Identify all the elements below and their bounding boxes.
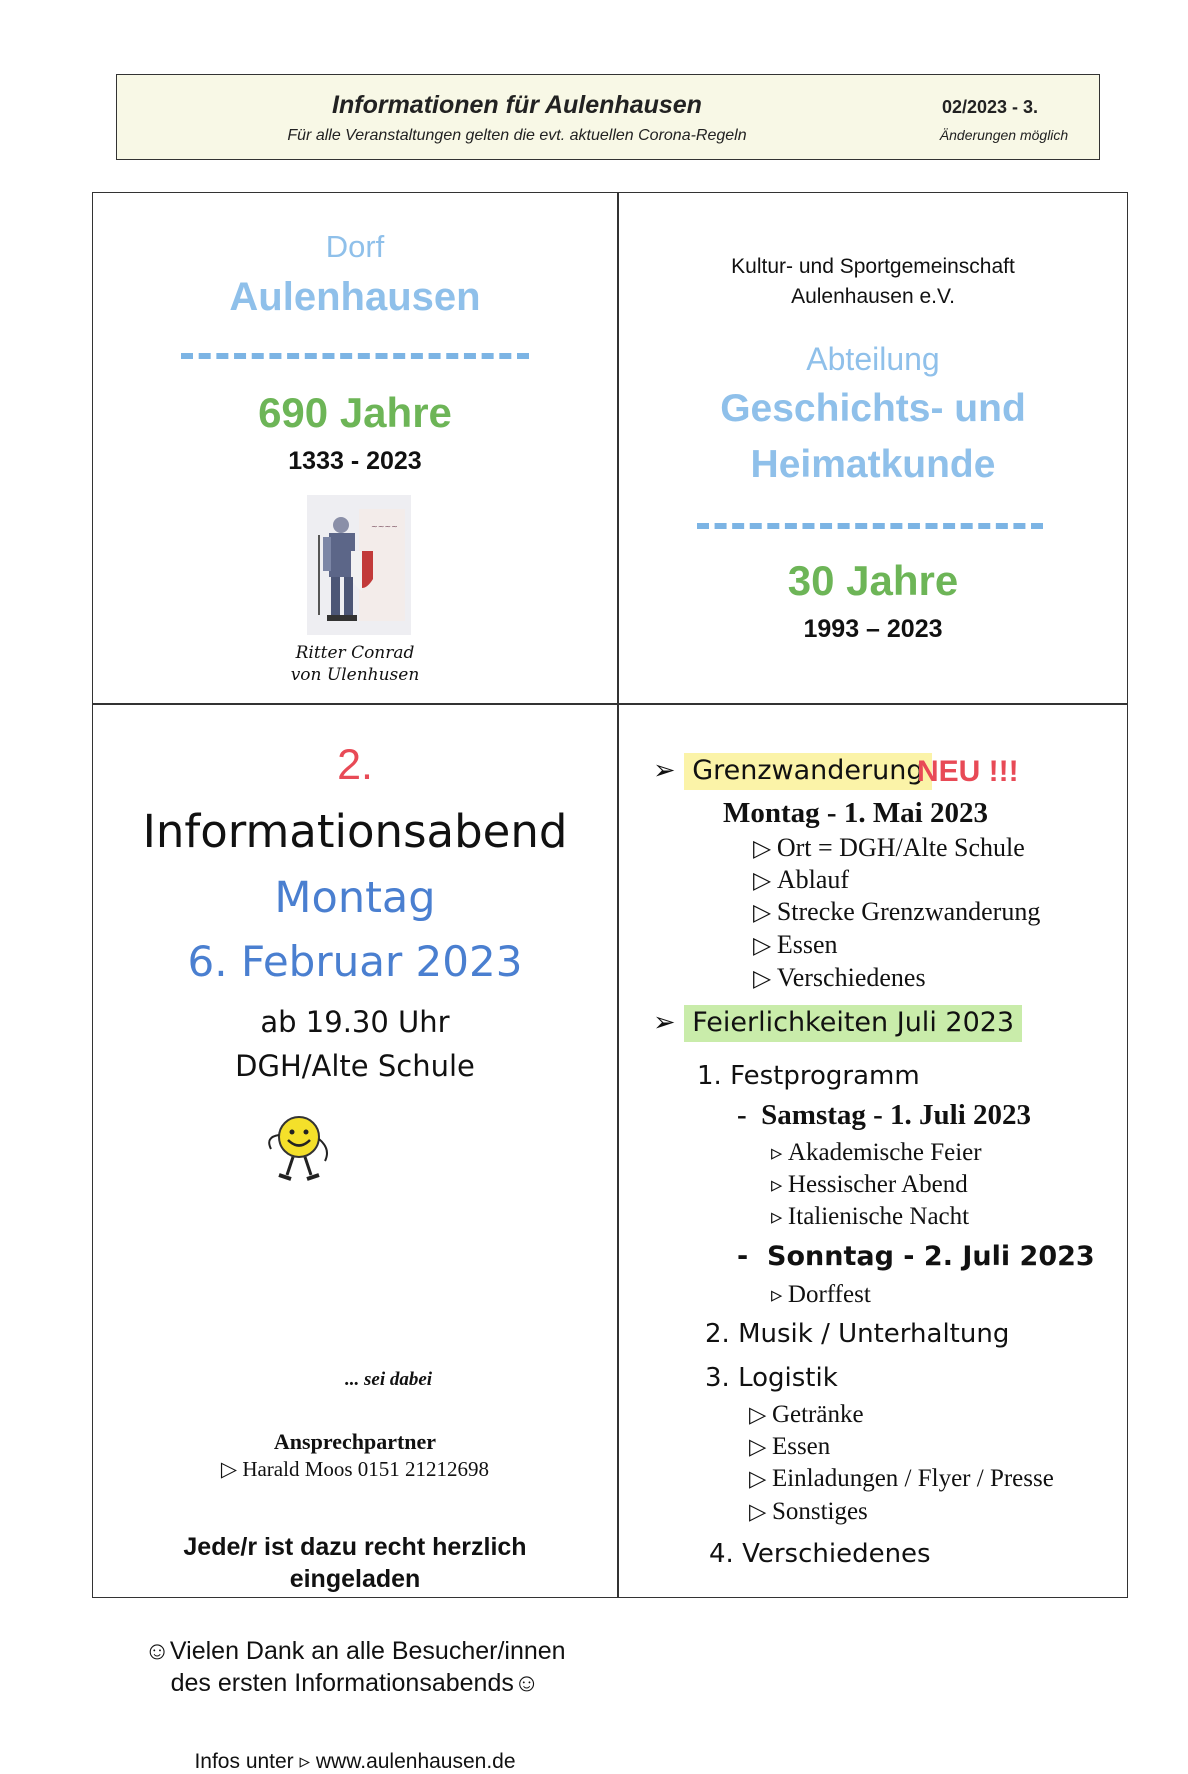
village-name: Aulenhausen: [229, 275, 481, 319]
festivities-label: Feierlichkeiten Juli 2023: [684, 1005, 1022, 1042]
village-year-range: 1333 - 2023: [288, 447, 422, 475]
department-name-line2: Heimatkunde: [750, 443, 996, 486]
hike-item: ▷ Verschiedenes: [753, 963, 926, 992]
hike-item: ▷ Ablauf: [753, 865, 850, 894]
agenda-point-4: 4. Verschiedenes: [709, 1539, 931, 1569]
contact-person: ▷ Harald Moos 0151 21212698: [220, 1457, 490, 1481]
logistics-item: ▷ Getränke: [749, 1401, 864, 1428]
department-name-line1: Geschichts- und: [720, 387, 1026, 430]
content-grid: [92, 192, 1128, 1773]
triangle-bullet-icon: ▷: [753, 933, 777, 959]
changes-note: Änderungen möglich: [939, 127, 1069, 143]
event-number: 2.: [337, 741, 373, 789]
website-info: Infos unter ▹ www.aulenhausen.de: [194, 1750, 516, 1773]
saturday-heading: - Samstag - 1. Juli 2023: [737, 1099, 1032, 1131]
village-years: 690 Jahre: [258, 389, 452, 436]
village-divider: [181, 353, 529, 359]
event-place: DGH/Alte Schule: [235, 1049, 475, 1083]
logistics-item: ▷ Essen: [749, 1433, 831, 1460]
agenda-point-3: 3. Logistik: [705, 1363, 838, 1393]
agenda-point-2: 2. Musik / Unterhaltung: [705, 1319, 1010, 1349]
saturday-item: ▹ Akademische Feier: [771, 1139, 982, 1166]
village-anniversary-panel: [93, 193, 617, 703]
sunday-item: ▹ Dorffest: [771, 1281, 871, 1308]
logistics-item: ▷ Einladungen / Flyer / Presse: [749, 1465, 1054, 1492]
triangle-bullet-icon: ▷: [753, 900, 777, 926]
event-date: 6. Februar 2023: [187, 937, 523, 986]
info-evening-panel: [93, 705, 617, 1773]
page-subtitle: Für alle Veranstaltungen gelten die evt. aktuellen Corona-Regeln: [287, 127, 747, 144]
event-time: ab 19.30 Uhr: [260, 1005, 450, 1039]
new-badge: NEU !!!: [917, 755, 1019, 788]
thanks-line1: ☺Vielen Dank an alle Besucher/innen: [144, 1637, 566, 1665]
triangle-bullet-icon: ▹: [771, 1204, 788, 1229]
smiley-icon: [259, 1109, 335, 1185]
triangle-bullet-icon: ▹: [771, 1140, 788, 1165]
club-divider: [697, 523, 1043, 529]
arrow-bullet-icon: ➢: [653, 755, 676, 786]
knight-caption-line2: von Ulenhusen: [290, 665, 420, 685]
triangle-bullet-icon: ▷: [753, 836, 777, 862]
club-year-range: 1993 – 2023: [803, 615, 943, 643]
club-years: 30 Jahre: [787, 557, 959, 604]
page-title: Informationen für Aulenhausen: [332, 91, 702, 119]
agenda-panel: [619, 705, 1127, 1597]
club-name-line1: Kultur- und Sportgemeinschaft: [731, 255, 1015, 278]
invitation-line1: Jede/r ist dazu recht herzlich: [183, 1533, 527, 1561]
knight-illustration: [307, 495, 411, 635]
festivities-topic: [653, 1007, 1022, 1038]
arrow-bullet-icon: ➢: [653, 1007, 676, 1038]
event-day: Montag: [274, 873, 436, 923]
triangle-bullet-icon: ▹: [771, 1282, 788, 1307]
triangle-bullet-icon: ▷: [749, 1499, 772, 1524]
hike-item: ▷ Ort = DGH/Alte Schule: [753, 833, 1025, 862]
hike-item: ▷ Strecke Grenzwanderung: [753, 897, 1041, 926]
triangle-bullet-icon: ▷: [749, 1402, 772, 1427]
triangle-bullet-icon: ▹: [771, 1172, 788, 1197]
triangle-bullet-icon: ▷: [753, 868, 777, 894]
saturday-item: ▹ Hessischer Abend: [771, 1171, 968, 1198]
club-name-line2: Aulenhausen e.V.: [791, 285, 955, 308]
thanks-line2: des ersten Informationsabends☺: [170, 1669, 540, 1697]
header-box: [116, 74, 1100, 160]
hike-date: Montag - 1. Mai 2023: [723, 797, 988, 829]
triangle-bullet-icon: ▷: [749, 1434, 772, 1459]
knight-caption-line1: Ritter Conrad: [295, 643, 415, 663]
village-label: Dorf: [325, 229, 385, 264]
event-title: Informationsabend: [142, 805, 568, 858]
event-slogan: ... sei dabei: [345, 1369, 433, 1390]
sunday-heading: - Sonntag - 2. Juli 2023: [737, 1241, 1095, 1272]
saturday-item: ▹ Italienische Nacht: [771, 1203, 970, 1230]
agenda-point-1: 1. Festprogramm: [697, 1061, 920, 1091]
svg-text:~~~~: ~~~~: [371, 522, 398, 531]
hike-label: Grenzwanderung: [684, 753, 931, 790]
invitation-line2: eingeladen: [289, 1565, 421, 1593]
department-label: Abteilung: [806, 341, 940, 377]
hike-topic: [653, 755, 932, 786]
triangle-bullet-icon: ▷: [749, 1466, 772, 1491]
triangle-bullet-icon: ▷: [753, 966, 777, 992]
logistics-item: ▷ Sonstiges: [749, 1498, 868, 1525]
hike-item: ▷ Essen: [753, 930, 838, 959]
contact-heading: Ansprechpartner: [273, 1429, 437, 1454]
issue-number: 02/2023 - 3.: [941, 97, 1039, 117]
club-anniversary-panel: [619, 193, 1127, 703]
